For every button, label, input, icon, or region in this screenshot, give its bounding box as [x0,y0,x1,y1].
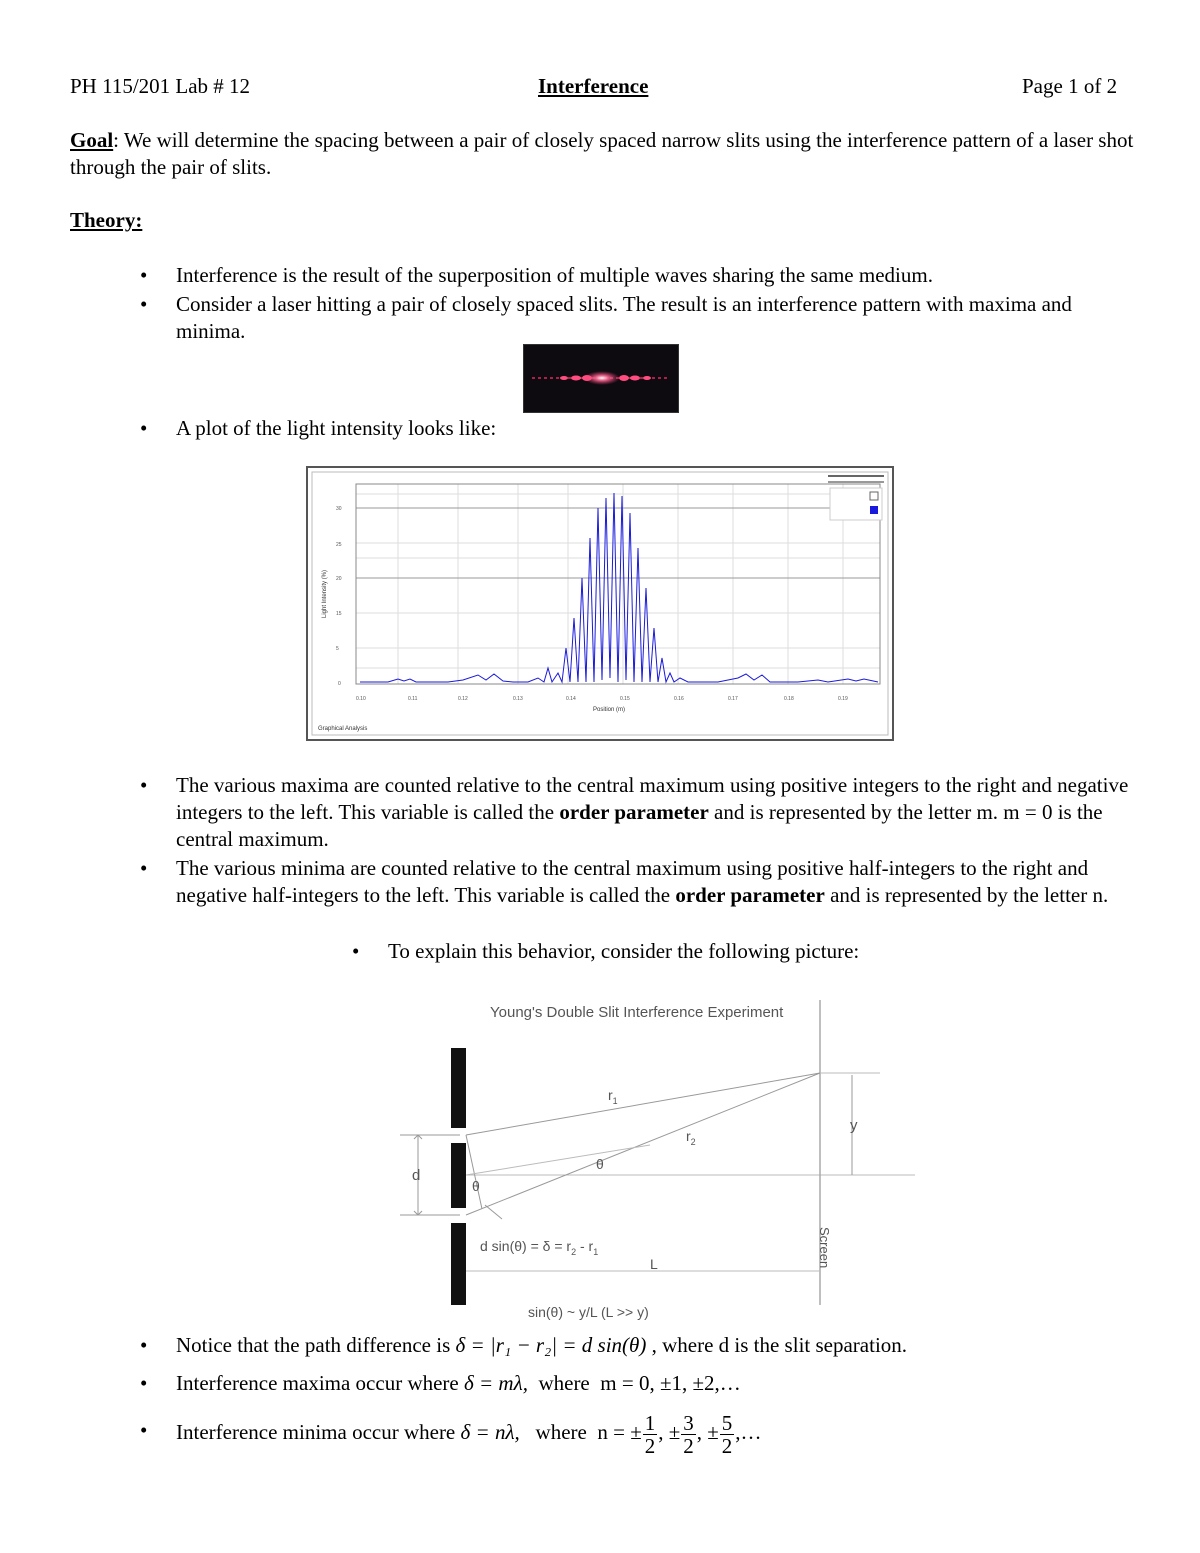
label-small-angle: sin(θ) ~ y/L (L >> y) [528,1304,649,1320]
label-theta-slit: θ [472,1178,480,1194]
bullet-glyph: • [352,939,360,963]
theory-label: Theory: [70,208,143,232]
label-r2: $r_2$ [686,1128,696,1147]
text-run: Notice that the path difference is [176,1333,456,1357]
diagram-title: Young's Double Slit Interference Experiment [490,1004,784,1021]
intensity-plot [306,466,894,741]
barrier-top [451,1048,466,1128]
svg-text:0.18: 0.18 [784,696,794,702]
svg-text:0.15: 0.15 [620,696,630,702]
plot-xlabel: Position (m) [593,707,626,713]
svg-text:0.13: 0.13 [513,696,523,702]
text-run: is the central maximum. [176,800,1103,851]
bullet-glyph: • [140,263,148,287]
goal-text: : We will determine the spacing between a pair of closely spaced narrow slits using the interference pattern of a laser shot through the pair of slits. [70,128,1134,179]
svg-text:0.14: 0.14 [566,696,576,702]
page-number: Page 1 of 2 [1022,74,1118,98]
goal-label: Goal [70,128,114,152]
bullet-text: To explain this behavior, consider the following picture: [388,939,860,963]
bullet-minima-condition [140,1404,1140,1464]
order-parameter-term: order parameter [559,800,709,824]
bullet-glyph: • [140,1371,148,1395]
svg-text:0.16: 0.16 [674,696,684,702]
math-maxima: δ = mλ, [464,1371,528,1395]
bullet-text: A plot of the light intensity looks like: [176,416,497,440]
svg-text:0: 0 [338,681,341,687]
bullet-glyph: • [140,773,148,797]
svg-text:25: 25 [336,542,342,548]
plot-ylabel: Light Intensity (%) [322,569,328,618]
text-run: , where d is the slit separation. [646,1333,908,1357]
text-run: The various maxima are counted relative to the central maximum using positive integers to the right and negative integers to the left. This variable is called the [176,773,1129,824]
laser-pattern-photo [523,344,679,413]
text-run: Interference maxima occur where [176,1371,464,1395]
order-parameter-term: order parameter [675,883,825,907]
fraction-five-halves: $\frac{5}{2}$ [721,1410,733,1458]
plot-footer: Graphical Analysis [318,726,368,732]
header-left: PH 115/201 Lab # 12 [70,74,251,98]
theory-heading [70,207,1140,234]
bullet-text [176,1332,1136,1359]
goal-paragraph [70,127,1140,181]
bullet-glyph: • [140,416,148,440]
label-path-difference: d $\sin(\theta) = \delta = r_2 - r_1$ [480,1238,599,1257]
math-m-zero: m = 0 [1003,800,1053,824]
svg-text:0.11: 0.11 [408,696,418,702]
svg-text:15: 15 [336,611,342,617]
bullet-text [176,1370,1136,1397]
bullet-maxima-order [140,772,1140,853]
svg-text:0.10: 0.10 [356,696,366,702]
bullet-glyph: • [140,856,148,880]
intensity-plot-svg [308,468,892,739]
label-y: y [850,1117,858,1134]
svg-text:0.12: 0.12 [458,696,468,702]
math-path-difference: δ = |r₁ − r₂| = d sin(θ) [455,1333,647,1357]
bullet-text [176,855,1136,909]
label-screen: Screen [817,1227,832,1269]
bullet-minima-order [140,855,1140,936]
barrier-middle [451,1143,466,1208]
barrier-bottom [451,1223,466,1305]
label-r1: $r_1$ [608,1087,618,1106]
double-slit-diagram [390,995,930,1325]
math-minima: δ = nλ, [460,1420,520,1444]
laser-pattern-graphic [524,345,678,412]
label-theta-ray: θ [596,1156,604,1172]
fraction-three-halves: $\frac{3}{2}$ [683,1410,694,1458]
bullet-glyph: • [140,292,148,316]
text-run: where [535,1420,587,1444]
text-run: and is represented by the letter m. [708,800,1004,824]
math-sep: , ± [696,1420,719,1444]
bullet-glyph: • [140,1418,148,1442]
bullet-text [176,772,1136,853]
math-ellipsis: ,… [735,1420,762,1444]
text-run: The various minima are counted relative to the central maximum using positive half-integers to the right and negative half-integers to the left. This variable is called the [176,856,1089,907]
text-run: where [538,1371,590,1395]
math-sep: , ± [658,1420,681,1444]
text-run: and is represented by the letter n. [824,883,1109,907]
svg-text:20: 20 [336,576,342,582]
svg-text:0.17: 0.17 [728,696,738,702]
math-n: n = ± [597,1420,642,1444]
label-L: L [650,1256,658,1272]
label-d: d [412,1167,421,1184]
svg-text:0.19: 0.19 [838,696,848,702]
bullet-glyph: • [140,1333,148,1357]
bullet-text [176,1404,1136,1460]
svg-text:5: 5 [336,646,339,652]
document-title: Interference [538,74,649,98]
math-m-values: m = 0, ±1, ±2,… [600,1371,741,1395]
svg-text:30: 30 [336,506,342,512]
double-slit-svg [390,995,930,1325]
text-run: Interference minima occur where [176,1420,461,1444]
fraction-one-half: $\frac{1}{2}$ [644,1410,656,1458]
bullet-text: Consider a laser hitting a pair of closely spaced slits. The result is an interference pattern with maxima and minima. [176,292,1072,343]
bullet-text: Interference is the result of the superposition of multiple waves sharing the same medium. [176,263,933,287]
